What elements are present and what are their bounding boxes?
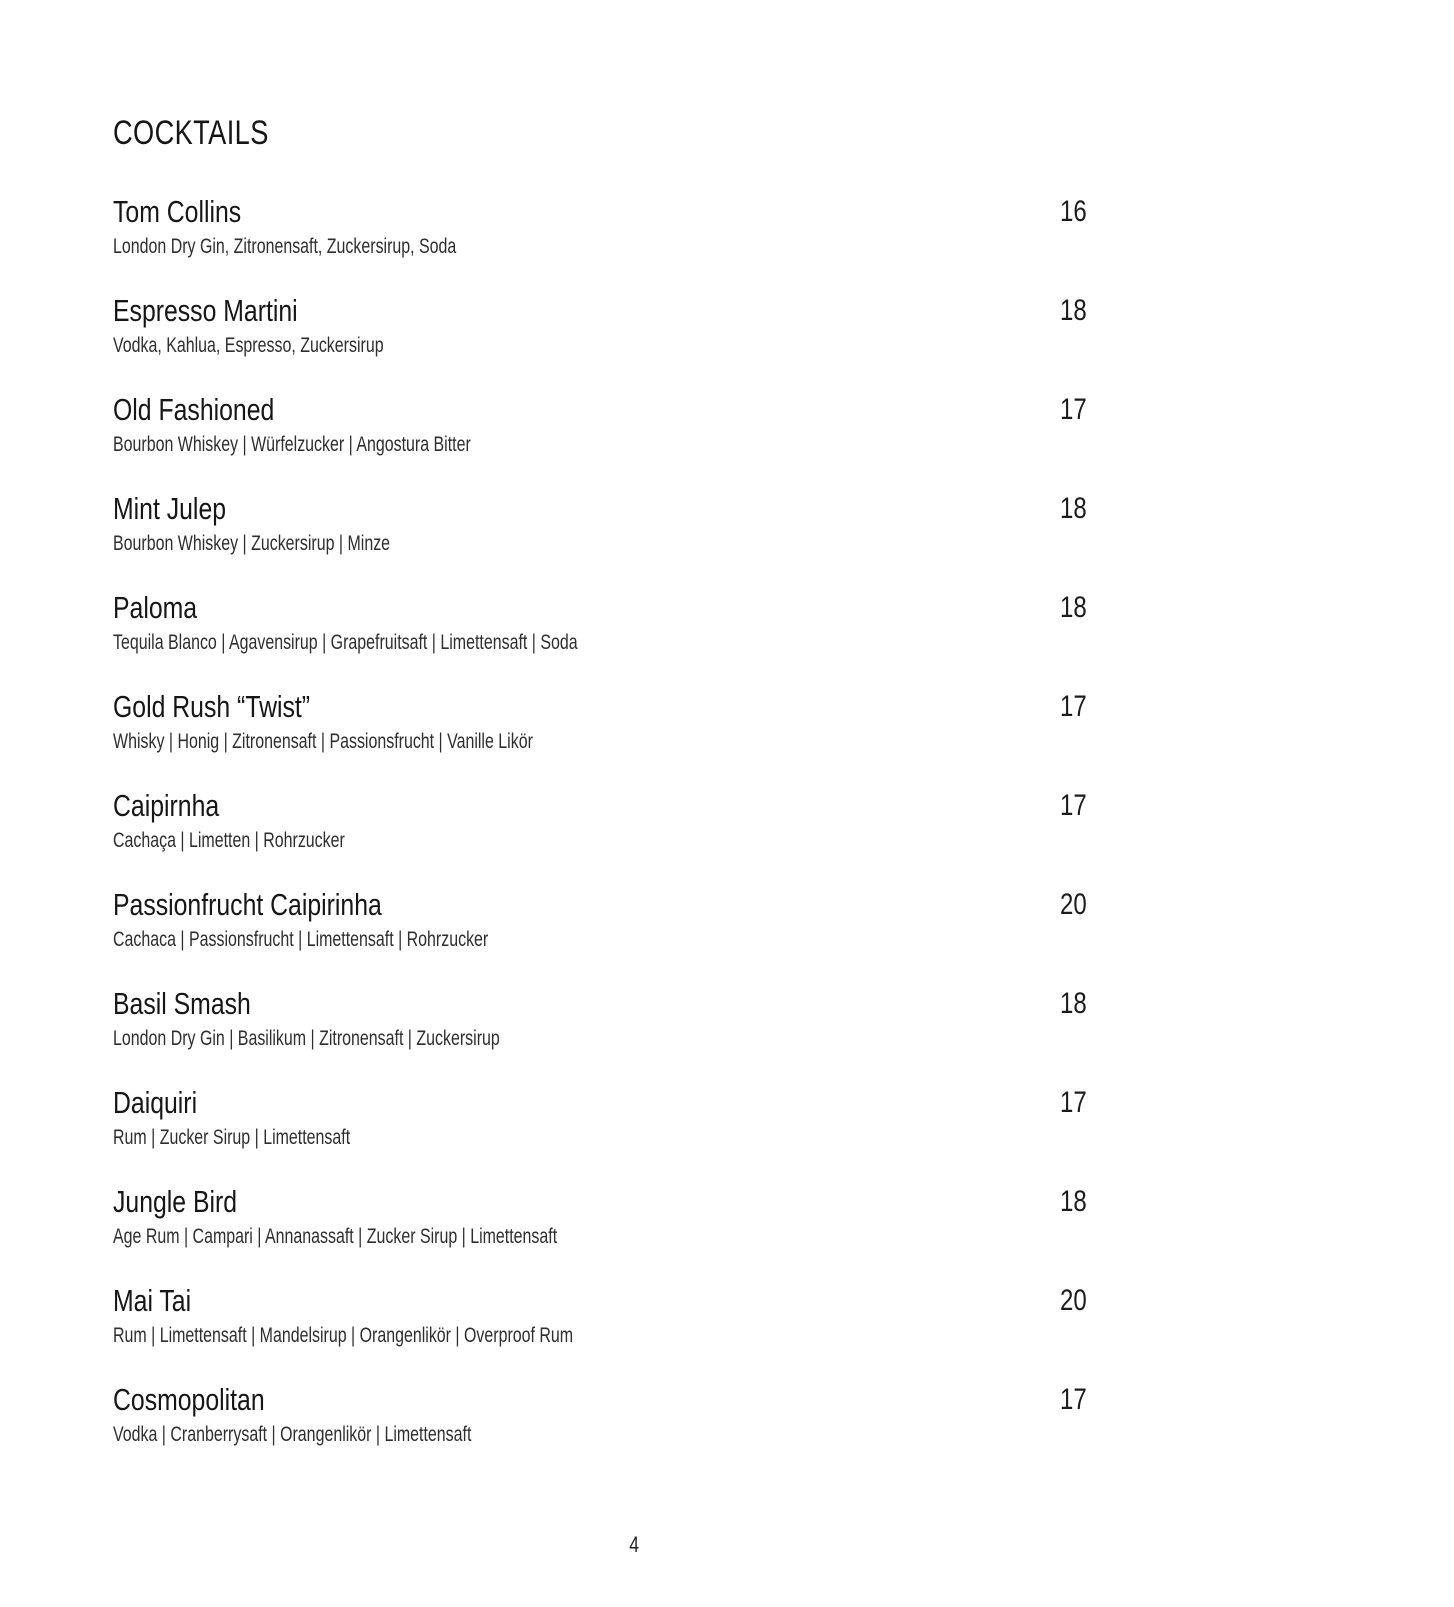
- cocktail-name: Gold Rush “Twist”: [113, 689, 311, 724]
- menu-item: [113, 491, 1213, 590]
- cocktail-ingredients: [113, 333, 1213, 358]
- cocktail-ingredients: [113, 828, 1213, 853]
- cocktail-ingredients-text: Cachaca | Passionsfrucht | Limettensaft | Rohrzucker: [113, 928, 489, 951]
- menu-item: [113, 293, 1213, 392]
- cocktail-ingredients: [113, 1224, 1213, 1249]
- cocktail-ingredients-text: Tequila Blanco | Agavensirup | Grapefruitsaft | Limettensaft | Soda: [113, 631, 578, 654]
- cocktail-name: Caipirnha: [113, 788, 220, 823]
- cocktail-ingredients-text: Bourbon Whiskey | Zuckersirup | Minze: [113, 532, 391, 555]
- cocktail-ingredients: [113, 1323, 1213, 1348]
- cocktail-name: Mint Julep: [113, 491, 227, 526]
- cocktail-price: 20: [1060, 888, 1087, 921]
- cocktail-ingredients: [113, 432, 1213, 457]
- cocktail-name: Cosmopolitan: [113, 1382, 265, 1417]
- cocktail-name: Daiquiri: [113, 1085, 198, 1120]
- menu-item: [113, 194, 1213, 293]
- page-number: 4: [629, 1532, 639, 1557]
- menu-item: [113, 1382, 1213, 1481]
- cocktail-ingredients: [113, 729, 1213, 754]
- menu-item: [113, 1283, 1213, 1382]
- cocktail-price: 17: [1060, 690, 1087, 723]
- cocktail-ingredients-text: Vodka | Cranberrysaft | Orangenlikör | Limettensaft: [113, 1423, 472, 1446]
- cocktail-price: 18: [1060, 987, 1087, 1020]
- cocktail-price: 17: [1060, 789, 1087, 822]
- cocktail-price: 17: [1060, 1383, 1087, 1416]
- menu-item: [113, 887, 1213, 986]
- cocktail-ingredients: [113, 234, 1213, 259]
- cocktail-ingredients-text: Age Rum | Campari | Annanassaft | Zucker Sirup | Limettensaft: [113, 1225, 558, 1248]
- cocktail-ingredients-text: Vodka, Kahlua, Espresso, Zuckersirup: [113, 334, 384, 357]
- cocktail-ingredients-text: London Dry Gin | Basilikum | Zitronensaft | Zuckersirup: [113, 1027, 500, 1050]
- cocktail-ingredients: [113, 630, 1213, 655]
- page-title-text: COCKTAILS: [113, 114, 269, 152]
- cocktail-ingredients-text: Rum | Limettensaft | Mandelsirup | Orangenlikör | Overproof Rum: [113, 1324, 574, 1347]
- menu-item: [113, 1184, 1213, 1283]
- cocktail-ingredients: [113, 927, 1213, 952]
- cocktail-ingredients-text: Rum | Zucker Sirup | Limettensaft: [113, 1126, 351, 1149]
- cocktail-price: 18: [1060, 492, 1087, 525]
- cocktail-name: Basil Smash: [113, 986, 251, 1021]
- cocktail-price: 18: [1060, 1185, 1087, 1218]
- cocktail-list: [113, 194, 1213, 1481]
- cocktail-ingredients: [113, 1125, 1213, 1150]
- cocktail-name: Jungle Bird: [113, 1184, 238, 1219]
- page-title: [113, 114, 308, 152]
- cocktail-ingredients: [113, 531, 1213, 556]
- cocktail-price: 16: [1060, 195, 1087, 228]
- cocktail-name: Passionfrucht Caipirinha: [113, 887, 382, 922]
- page-footer: [113, 1532, 1155, 1558]
- cocktail-ingredients: [113, 1422, 1213, 1447]
- cocktail-price: 17: [1060, 1086, 1087, 1119]
- cocktail-price: 18: [1060, 294, 1087, 327]
- cocktail-price: 17: [1060, 393, 1087, 426]
- cocktail-ingredients-text: Bourbon Whiskey | Würfelzucker | Angostura Bitter: [113, 433, 471, 456]
- cocktail-price: 20: [1060, 1284, 1087, 1317]
- menu-item: [113, 788, 1213, 887]
- menu-item: [113, 689, 1213, 788]
- cocktail-price: 18: [1060, 591, 1087, 624]
- cocktail-ingredients: [113, 1026, 1213, 1051]
- cocktail-name: Paloma: [113, 590, 198, 625]
- cocktail-ingredients-text: Whisky | Honig | Zitronensaft | Passionsfrucht | Vanille Likör: [113, 730, 533, 753]
- menu-item: [113, 986, 1213, 1085]
- cocktail-name: Old Fashioned: [113, 392, 275, 427]
- cocktail-name: Espresso Martini: [113, 293, 298, 328]
- cocktail-name: Tom Collins: [113, 194, 242, 229]
- menu-item: [113, 1085, 1213, 1184]
- cocktail-name: Mai Tai: [113, 1283, 192, 1318]
- menu-item: [113, 392, 1213, 491]
- menu-item: [113, 590, 1213, 689]
- cocktail-ingredients-text: Cachaça | Limetten | Rohrzucker: [113, 829, 345, 852]
- cocktail-ingredients-text: London Dry Gin, Zitronensaft, Zuckersirup, Soda: [113, 235, 457, 258]
